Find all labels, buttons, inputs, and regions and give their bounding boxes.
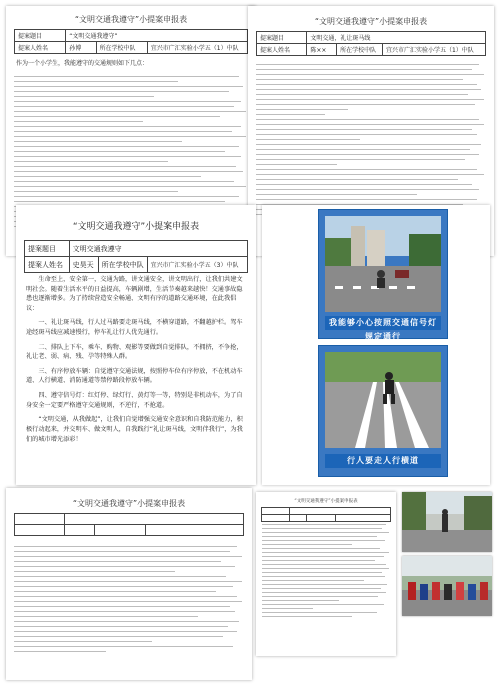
proposal-body bbox=[26, 275, 248, 449]
person-label: 提案人姓名 bbox=[257, 44, 307, 56]
photo-caption-top: 我能够小心按照交通信号灯规定通行 bbox=[325, 316, 441, 330]
form-title: “文明交通我遵守”小提案申报表 bbox=[72, 222, 200, 232]
photo-caption-bottom: 行人要走人行横道 bbox=[325, 454, 441, 468]
proposal-info-table bbox=[256, 31, 486, 56]
paragraph: 一、礼让斑马线，行人过马路要走斑马线，不横穿道路，不翻越护栏。驾车途经斑马线应减速慢行，停车礼让行人优先通行。 bbox=[26, 319, 243, 337]
intro-line: 作为一个小学生，我能遵守的交通规则如下几点： bbox=[16, 60, 149, 67]
proposal-info-table bbox=[14, 29, 248, 54]
form-title: “文明交通我遵守”小提案申报表 bbox=[314, 17, 428, 26]
topic-label: 提案题目 bbox=[25, 241, 70, 257]
proposal-info-table bbox=[261, 507, 391, 522]
proposal-info-table bbox=[24, 240, 248, 273]
school-value: 宜兴市广汇实验小学五（1）中队 bbox=[382, 44, 485, 56]
topic-label: 提案题目 bbox=[257, 32, 307, 44]
form-title: “文明交通我遵守”小提案申报表 bbox=[294, 499, 358, 504]
person-value: 孙博 bbox=[66, 42, 96, 54]
form-title: “文明交通我遵守”小提案申报表 bbox=[72, 499, 186, 508]
person-value: 史昊天 bbox=[69, 257, 98, 273]
topic-value: “文明交通我遵守” bbox=[66, 30, 248, 42]
school-value: 宜兴市广汇实验小学五（1）中队 bbox=[147, 42, 247, 54]
person-label: 提案人姓名 bbox=[25, 257, 70, 273]
body-text-lines bbox=[256, 64, 486, 219]
person-label: 提案人姓名 bbox=[15, 42, 66, 54]
proposal-info-table bbox=[14, 513, 244, 536]
street-photo-bottom bbox=[402, 556, 492, 616]
crosswalk-photo bbox=[325, 352, 441, 448]
school-label: 所在学校中队 bbox=[337, 44, 383, 56]
form-title: “文明交通我遵守”小提案申报表 bbox=[74, 15, 188, 24]
topic-value: 文明交通我遵守 bbox=[69, 241, 247, 257]
paragraph: 四、遵守信号灯：红灯停、绿灯行、黄灯等一等，特别是非机动车，为了自身安全一定要严格遵守交通规则，不逆行，不抢道。 bbox=[26, 392, 243, 409]
person-value: 陈×× bbox=[307, 44, 337, 56]
paragraph: 二、排队上下车，乘车、购物、观影等要做到自觉排队，不拥挤，不争抢，礼让老、弱、病、残、孕等特殊人群。 bbox=[26, 343, 243, 361]
school-label: 所在学校中队 bbox=[96, 42, 147, 54]
body-text-lines bbox=[14, 546, 244, 656]
street-crossing-photo bbox=[325, 216, 441, 312]
school-value: 宜兴市广汇实验小学五（3）中队 bbox=[147, 257, 247, 273]
proposal-form-5 bbox=[256, 492, 396, 656]
topic-label: 提案题目 bbox=[15, 30, 66, 42]
photo-frame-top bbox=[318, 209, 448, 339]
paragraph: 三、有序停放车辆：自觉遵守交通法规，按照停车位有序停放，不在机动车道、人行横道、消防通道等禁停路段停放车辆。 bbox=[26, 367, 243, 385]
paragraph: 生命至上，安全第一，交通为路，讲文通安全，讲文明出行，让我们共建文明社会。随着生活水平的日益提高，车辆剧增，生活节奏越来越快！交通事故隐患也逐渐增多。为了持续营造安全畅通、文明有序的道路交通环境，在此我倡议： bbox=[26, 276, 243, 312]
body-text-lines bbox=[262, 524, 390, 620]
proposal-form-3 bbox=[16, 205, 256, 485]
photo-frame-bottom bbox=[318, 345, 448, 477]
photo-card bbox=[262, 205, 490, 485]
topic-value: 文明交通，礼让斑马线 bbox=[307, 32, 486, 44]
school-label: 所在学校中队 bbox=[98, 257, 147, 273]
proposal-form-4 bbox=[6, 488, 252, 680]
paragraph: “文明交通，从我做起”，让我们自觉增强交通安全意识和自我防范能力，积极行动起来，并交明车、做文明人，自我践行“礼让斑马线，文明伴我行”，为我们的城市增光添彩！ bbox=[26, 416, 243, 443]
street-photo-top bbox=[402, 492, 492, 552]
